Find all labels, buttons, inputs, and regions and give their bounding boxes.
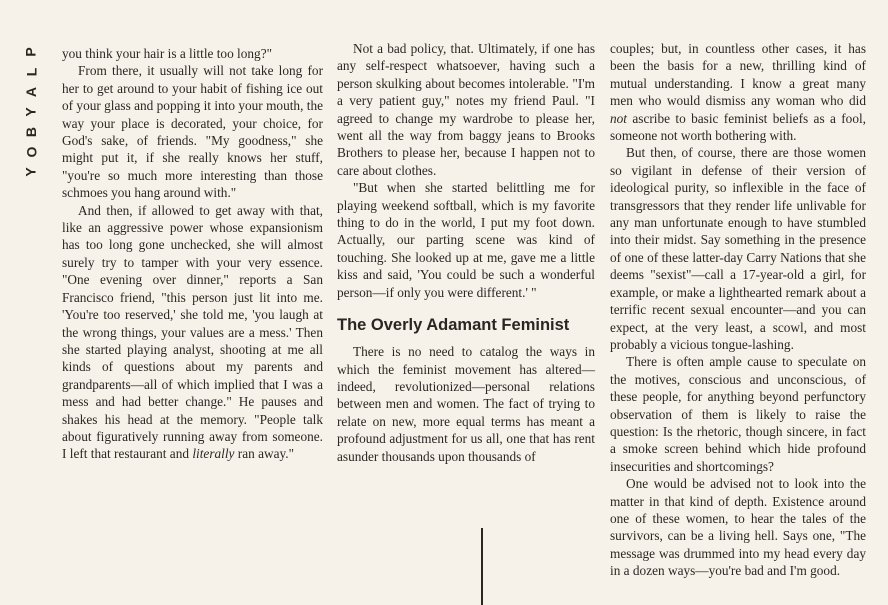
- side-letter: P: [23, 47, 39, 57]
- side-letter: L: [23, 67, 39, 77]
- emphasis-text: literally: [192, 446, 235, 462]
- side-letter: A: [23, 86, 39, 98]
- side-letter: Y: [23, 167, 39, 177]
- paragraph-text: And then, if allowed to get away with that, like an aggressive power whose expansionism has too long gone unchecked, she will almost surely try to tamper with your very essence. "One evening over dinner," reports a San Francisco friend, "this person just lit into me. 'You're too reserved,' she told me, 'you laugh at the wrong things, your values are a mess.' Then she started playing analyst, shooting at me all kinds of questions about my parents and grandparents—all of which implied that I was a mess and had better change." He pauses and shakes his head at the memory. "People talk about figuratively running away from someone. I left that restaurant and: [62, 202, 323, 462]
- paragraph: [610, 40, 866, 144]
- section-heading: The Overly Adamant Feminist: [337, 316, 570, 335]
- paragraph: "But when she started belittling me for playing weekend softball, which is my favorite thing to do in the world, I put my foot down. Actually, our parting scene was kind of touching. She looked up at me, gave me a little kiss and said, 'You could be such a wonderful person—if only you were different.' ": [337, 180, 595, 300]
- paragraph: [62, 202, 323, 463]
- paragraph: you think your hair is a little too long?": [62, 46, 273, 61]
- paragraph: There is no need to catalog the ways in which the feminist movement has altered—indeed, revolutionized—personal relations between men and women. The fact of trying to relate on new, more equal terms has meant a profound adjustment for us all, one that has rent asunder thousands upon thousands of: [337, 344, 595, 464]
- paragraph: One would be advised not to look into the matter in that kind of depth. Existence around one of these women, to hear the tales of the survivors, can be a living hell. Says one, "The message was drummed into my head every day in a dozen ways—you're bad and I'm good.: [610, 476, 866, 579]
- side-letter: Y: [23, 107, 39, 117]
- paragraph-text: ascribe to basic feminist beliefs as a fool, someone not worth bothering with.: [610, 110, 866, 144]
- column-1: [62, 45, 323, 463]
- paragraph: Not a bad policy, that. Ultimately, if one has any self-respect whatsoever, having such a person skulking about becomes intolerable. "I'm a very patient guy," notes my friend Paul. "I agreed to change my wardrobe to please her, went all the way from baggy jeans to Brooks Brothers to please her, because I happen not to care about clothes.: [337, 41, 595, 178]
- paragraph: From there, it usually will not take long for her to get around to your habit of fishing ice out of your glass and popping it into your mouth, the way your place is decorated, your choice, for God's sake, of friends. "My goodness," she might put it, if she really knows her stuff, "you're so much more interesting than those schmoes you hang around with.": [62, 63, 323, 201]
- paragraph: But then, of course, there are those women so vigilant in defense of their version of ideological purity, so inflexible in the face of transgressors that they render life unlivable for any man unfortunate enough to have stumbled into their midst. Say something in the presence of one of these latter-day Carry Nations that she deems "sexist"—call a 17-year-old a girl, for example, or make a lighthearted remark about a terrific recent sexual encounter—and you can expect, at the very least, a scowl, and most probably a vicious tongue-lashing.: [610, 145, 866, 352]
- side-letter: O: [22, 146, 39, 158]
- column-2: [337, 40, 595, 465]
- column-3: [610, 40, 866, 580]
- vertical-rule: [481, 528, 483, 605]
- paragraph: There is often ample cause to speculate on the motives, conscious and unconscious, of these people, for anything beyond perfunctory observation of them is likely to raise the question: Is the rhetoric, though sincere, in fact a smoke screen behind which hide profound insecurities and shortcomings?: [610, 354, 866, 474]
- side-letter: B: [23, 126, 39, 138]
- magazine-side-label: [24, 42, 44, 182]
- paragraph-text: ran away.": [234, 446, 295, 462]
- paragraph-text: couples; but, in countless other cases, it has been the basis for a new, thrilling kind of mutual understanding. I know a great many men who would dismiss any woman who did: [610, 41, 866, 109]
- emphasis-text: not: [610, 110, 627, 126]
